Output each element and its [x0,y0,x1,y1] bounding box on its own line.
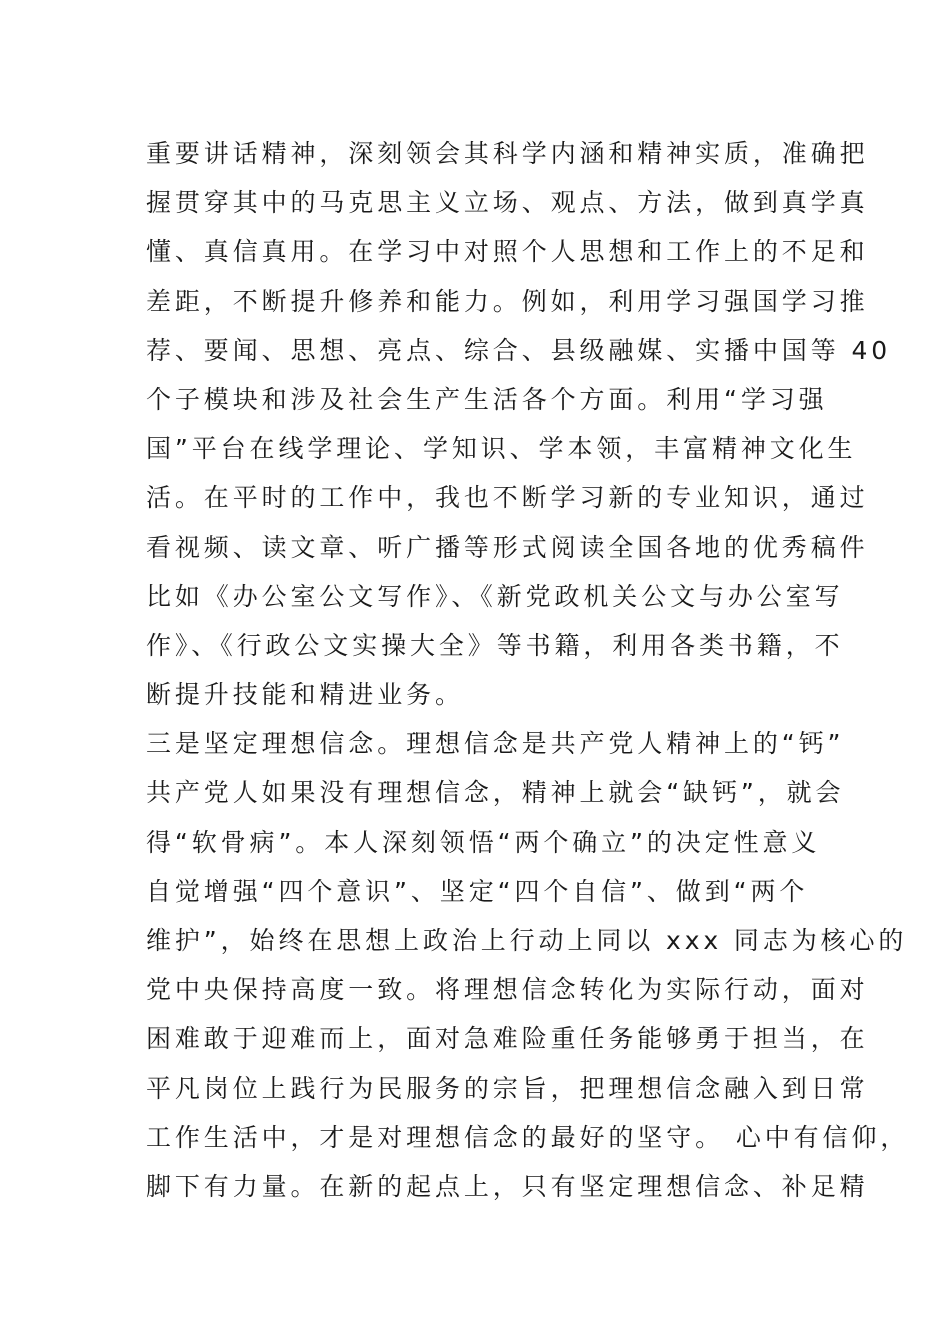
text-line: 懂、真信真用。在学习中对照个人思想和工作上的不足和 [146,237,869,267]
text-line: 比如《办公室公文写作》、《新党政机关公文与办公室写 [146,581,844,611]
text-line: 脚下有力量。在新的起点上，只有坚定理想信念、补足精 [146,1171,869,1201]
text-line: 活。在平时的工作中，我也不断学习新的专业知识，通过 [146,483,869,513]
document-body [146,129,910,1211]
text-line: 共产党人如果没有理想信念，精神上就会“缺钙”，就会 [146,778,845,808]
text-line: 党中央保持高度一致。将理想信念转化为实际行动，面对 [146,975,869,1005]
text-line: 看视频、读文章、听广播等形式阅读全国各地的优秀稿件 [146,532,869,562]
text-line: 维护”，始终在思想上政治上行动上同以 xxx 同志为核心的 [146,926,908,955]
text-line: 困难敢于迎难而上，面对急难险重任务能够勇于担当，在 [146,1024,869,1054]
text-line: 重要讲话精神，深刻领会其科学内涵和精神实质，准确把 [146,139,869,168]
text-line: 荐、要闻、思想、亮点、综合、县级融媒、实播中国等 40 [146,335,892,365]
text-line: 得“软骨病”。本人深刻领悟“两个确立”的决定性意义 [146,827,821,857]
text-line: 握贯穿其中的马克思主义立场、观点、方法，做到真学真 [146,188,869,218]
text-line: 差距，不断提升修养和能力。例如，利用学习强国学习推 [146,286,869,316]
text-line: 作》、《行政公文实操大全》等书籍，利用各类书籍，不 [146,630,844,660]
text-line: 国”平台在线学理论、学知识、学本领，丰富精神文化生 [146,434,857,464]
text-line: 三是坚定理想信念。理想信念是共产党人精神上的“钙” [146,729,845,759]
text-line: 自觉增强“四个意识”、坚定“四个自信”、做到“两个 [146,876,809,906]
text-line: 断提升技能和精进业务。 [146,680,464,710]
text-line: 个子模块和涉及社会生产生活各个方面。利用“学习强 [146,384,828,414]
text-line: 平凡岗位上践行为民服务的宗旨，把理想信念融入到日常 [146,1073,869,1103]
text-line: 工作生活中，才是对理想信念的最好的坚守。 心中有信仰， [146,1122,910,1152]
